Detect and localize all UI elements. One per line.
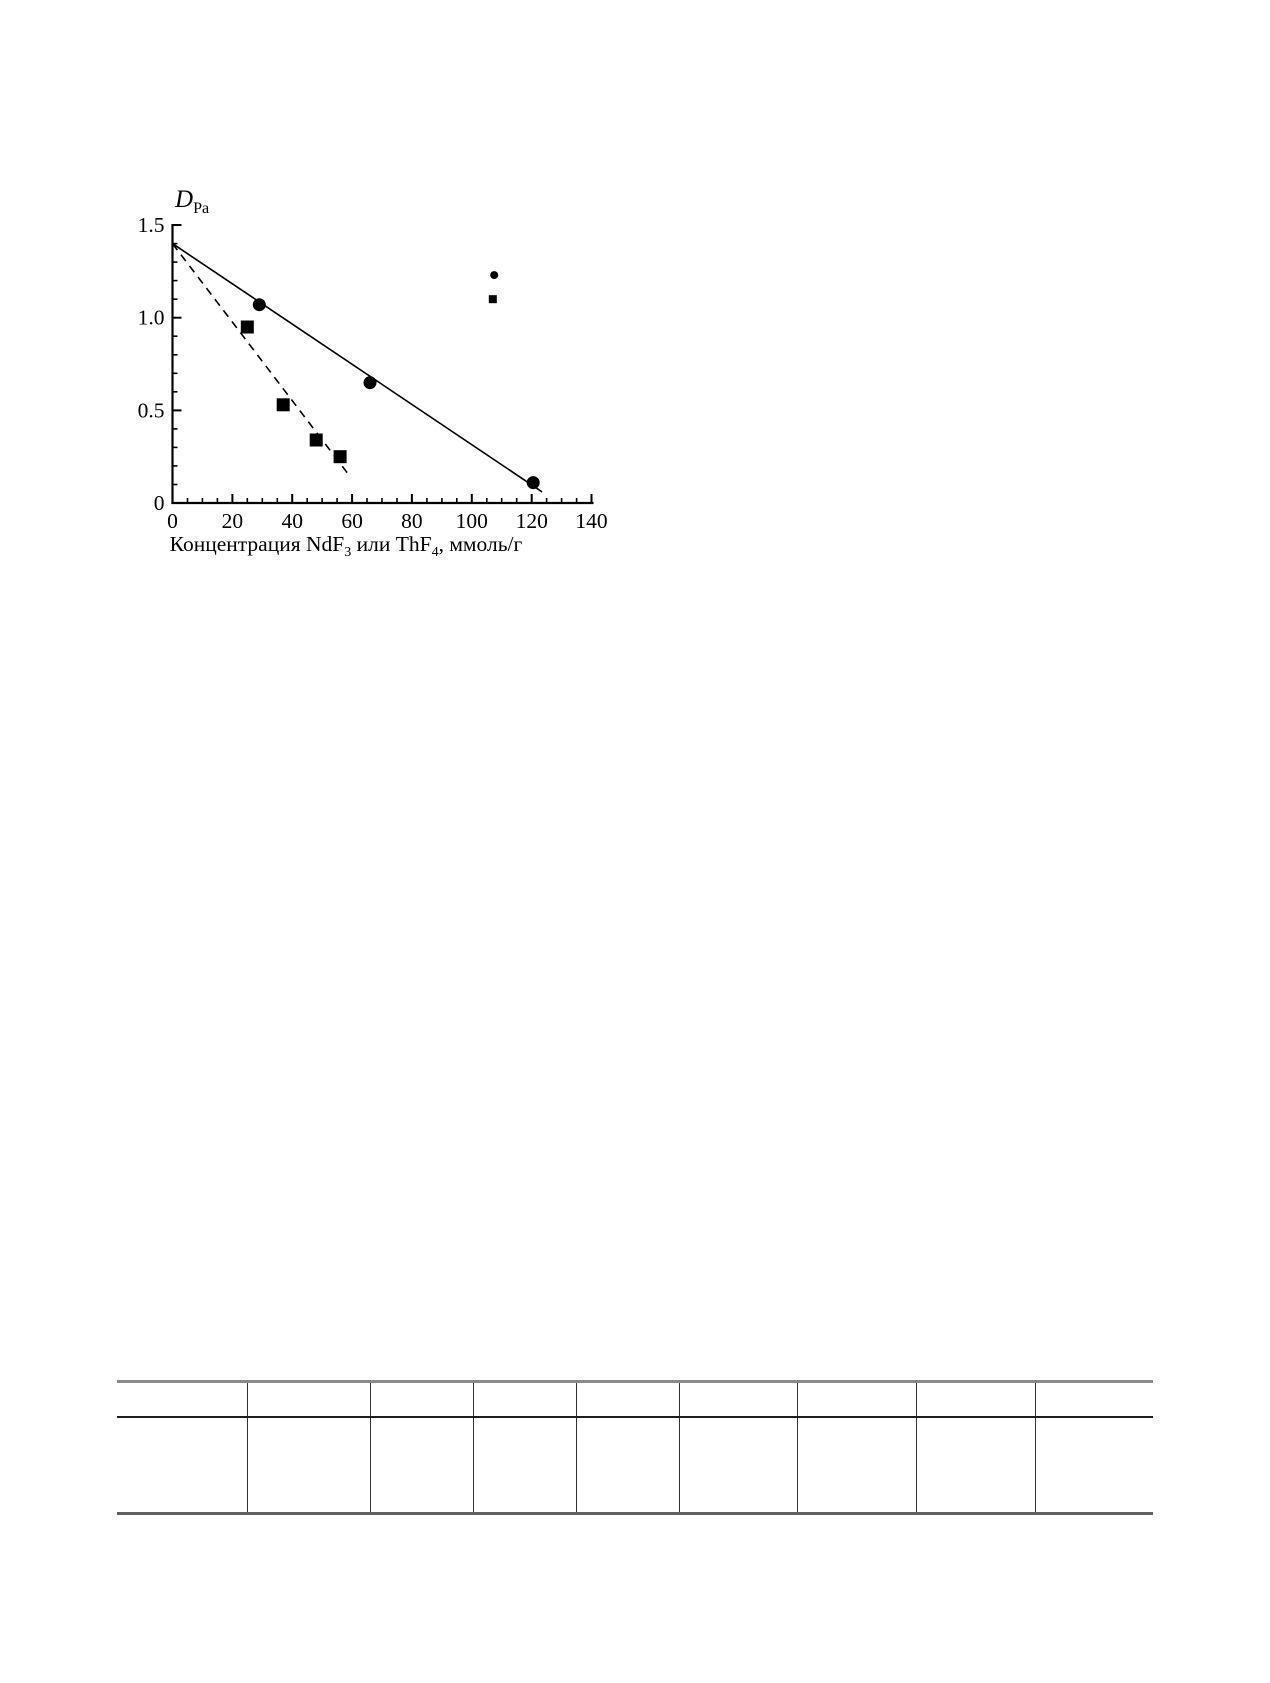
data-point-square [241, 321, 254, 334]
table-cell [370, 1382, 473, 1418]
solid-line-circles-trendline [173, 244, 543, 492]
table-cell [473, 1382, 576, 1418]
y-tick-label: 1.0 [137, 305, 165, 330]
data-point-square [310, 434, 323, 447]
table-cell [916, 1382, 1035, 1418]
table-cell [916, 1417, 1035, 1514]
data-point-circle [253, 298, 266, 311]
outlier-point-square [489, 295, 497, 303]
table-cell [679, 1417, 797, 1514]
x-tick-label: 140 [575, 509, 608, 533]
table-cell [370, 1417, 473, 1514]
table-cell [1035, 1382, 1153, 1418]
table-cell [117, 1417, 247, 1514]
table-cell [473, 1417, 576, 1514]
table-body-row [117, 1417, 1153, 1514]
x-tick-label: 20 [221, 509, 244, 533]
x-tick-label: 0 [167, 509, 178, 533]
table-cell [1035, 1417, 1153, 1514]
y-tick-label: 0.5 [137, 398, 165, 423]
y-tick-label: 0 [153, 491, 165, 515]
table-cell [797, 1382, 916, 1418]
table-header-row [117, 1382, 1153, 1418]
outlier-point-circle [490, 271, 498, 279]
data-point-square [277, 398, 290, 411]
y-axis-title: $D_{Pa}$ [175, 186, 210, 217]
table-cell [679, 1382, 797, 1418]
table-cell [117, 1382, 247, 1418]
scatter-chart-figure [0, 0, 660, 590]
table-cell [247, 1417, 370, 1514]
y-tick-label: 1.5 [137, 213, 165, 237]
x-tick-label: 120 [515, 509, 548, 533]
empty-table-container [117, 1380, 1153, 1515]
table-cell [797, 1417, 916, 1514]
x-axis-label: Концентрация NdF$_3$ или ThF$_4$, ммоль/г [169, 532, 523, 560]
data-point-circle [527, 476, 540, 489]
data-point-circle [364, 376, 377, 389]
empty-data-table [117, 1380, 1153, 1515]
x-tick-label: 40 [281, 509, 303, 533]
data-point-square [334, 450, 347, 463]
x-tick-label: 60 [341, 509, 363, 533]
x-tick-label: 100 [455, 509, 488, 533]
x-tick-label: 80 [401, 509, 423, 533]
table-cell [576, 1382, 679, 1418]
table-cell [576, 1417, 679, 1514]
table-cell [247, 1382, 370, 1418]
